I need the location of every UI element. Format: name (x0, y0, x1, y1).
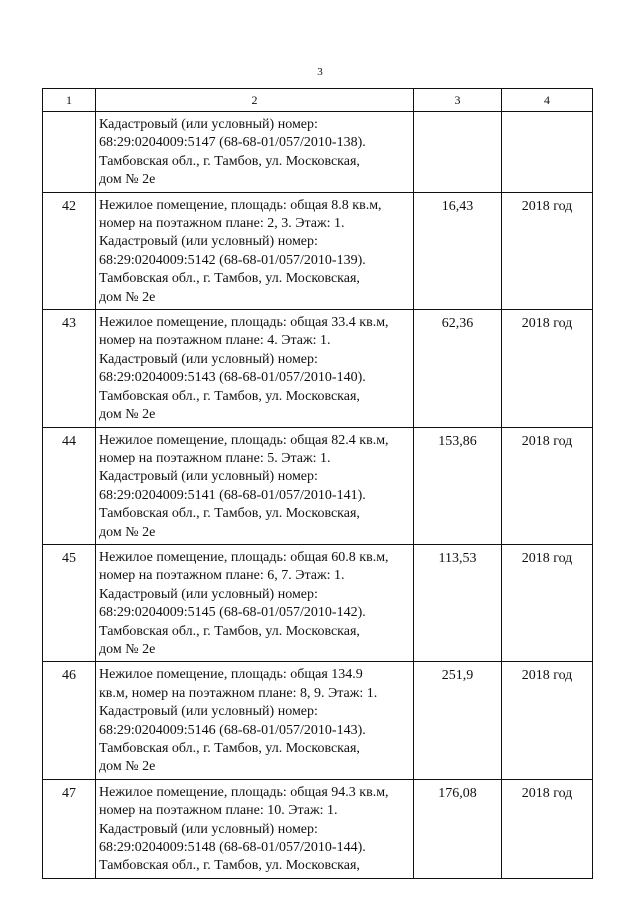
row-price: 16,43 (414, 192, 502, 309)
table-body (43, 89, 593, 879)
table-row (43, 427, 593, 544)
row-year: 2018 год (502, 779, 593, 878)
description-line: Кадастровый (или условный) номер: (99, 234, 318, 250)
row-price: 113,53 (414, 544, 502, 661)
description-line: Кадастровый (или условный) номер: (99, 469, 318, 485)
description-line: дом № 2е (99, 641, 156, 657)
row-price: 62,36 (414, 310, 502, 427)
description-line: 68:29:0204009:5145 (68-68-01/057/2010-142). (99, 605, 366, 621)
row-price: 251,9 (414, 662, 502, 779)
description-line: Тамбовская обл., г. Тамбов, ул. Московская, (99, 506, 360, 522)
row-description (96, 192, 414, 309)
description-line: дом № 2е (99, 407, 156, 423)
description-line: номер на поэтажном плане: 5. Этаж: 1. (99, 450, 331, 466)
header-cell-4: 4 (502, 89, 593, 112)
description-line: Нежилое помещение, площадь: общая 94.3 кв.м, (99, 784, 389, 800)
table-row (43, 192, 593, 309)
header-cell-2: 2 (96, 89, 414, 112)
row-number: 46 (43, 662, 96, 779)
description-line: Тамбовская обл., г. Тамбов, ул. Московская, (99, 858, 360, 874)
row-year (502, 112, 593, 193)
description-line: 68:29:0204009:5147 (68-68-01/057/2010-138). (99, 135, 366, 151)
row-price: 176,08 (414, 779, 502, 878)
row-number: 43 (43, 310, 96, 427)
row-description (96, 112, 414, 193)
description-line: Тамбовская обл., г. Тамбов, ул. Московская, (99, 153, 360, 169)
description-line: Кадастровый (или условный) номер: (99, 704, 318, 720)
row-number: 44 (43, 427, 96, 544)
description-line: номер на поэтажном плане: 2, 3. Этаж: 1. (99, 216, 345, 232)
description-line: кв.м, номер на поэтажном плане: 8, 9. Этаж: 1. (99, 685, 378, 701)
description-line: Нежилое помещение, площадь: общая 134.9 (99, 667, 363, 683)
description-line: номер на поэтажном плане: 6, 7. Этаж: 1. (99, 568, 345, 584)
row-year: 2018 год (502, 192, 593, 309)
row-year: 2018 год (502, 427, 593, 544)
row-price (414, 112, 502, 193)
description-line: Кадастровый (или условный) номер: (99, 351, 318, 367)
description-line: 68:29:0204009:5141 (68-68-01/057/2010-141). (99, 487, 366, 503)
description-line: Тамбовская обл., г. Тамбов, ул. Московская, (99, 623, 360, 639)
row-description (96, 779, 414, 878)
description-line: Тамбовская обл., г. Тамбов, ул. Московская, (99, 388, 360, 404)
description-line: Кадастровый (или условный) номер: (99, 586, 318, 602)
header-cell-1: 1 (43, 89, 96, 112)
description-line: Кадастровый (или условный) номер: (99, 117, 318, 132)
description-line: 68:29:0204009:5142 (68-68-01/057/2010-139). (99, 252, 366, 268)
row-description (96, 427, 414, 544)
description-line: 68:29:0204009:5143 (68-68-01/057/2010-140). (99, 370, 366, 386)
description-line: Нежилое помещение, площадь: общая 8.8 кв.м, (99, 197, 382, 213)
row-description (96, 662, 414, 779)
row-number (43, 112, 96, 193)
table-row (43, 779, 593, 878)
description-line: Нежилое помещение, площадь: общая 33.4 кв.м, (99, 315, 389, 331)
description-line: дом № 2е (99, 289, 156, 305)
page-number: 3 (317, 66, 323, 78)
row-number: 47 (43, 779, 96, 878)
row-price: 153,86 (414, 427, 502, 544)
row-description (96, 310, 414, 427)
row-year: 2018 год (502, 310, 593, 427)
description-line: дом № 2е (99, 172, 156, 188)
table-row (43, 112, 593, 193)
description-line: Тамбовская обл., г. Тамбов, ул. Московская, (99, 741, 360, 756)
row-year: 2018 год (502, 544, 593, 661)
row-year: 2018 год (502, 662, 593, 779)
table-row (43, 544, 593, 661)
description-line: 68:29:0204009:5146 (68-68-01/057/2010-143). (99, 722, 366, 738)
table-row (43, 662, 593, 779)
description-line: Нежилое помещение, площадь: общая 60.8 кв.м, (99, 549, 389, 565)
row-number: 45 (43, 544, 96, 661)
description-line: номер на поэтажном плане: 4. Этаж: 1. (99, 333, 331, 349)
row-description (96, 544, 414, 661)
description-line: Кадастровый (или условный) номер: (99, 821, 318, 837)
table-header-row (43, 89, 593, 112)
property-table (42, 88, 593, 879)
description-line: Нежилое помещение, площадь: общая 82.4 кв.м, (99, 432, 389, 448)
table-row (43, 310, 593, 427)
description-line: Тамбовская обл., г. Тамбов, ул. Московская, (99, 271, 360, 287)
row-number: 42 (43, 192, 96, 309)
description-line: дом № 2е (99, 759, 156, 775)
description-line: 68:29:0204009:5148 (68-68-01/057/2010-144). (99, 840, 366, 856)
description-line: номер на поэтажном плане: 10. Этаж: 1. (99, 803, 338, 819)
description-line: дом № 2е (99, 524, 156, 540)
header-cell-3: 3 (414, 89, 502, 112)
